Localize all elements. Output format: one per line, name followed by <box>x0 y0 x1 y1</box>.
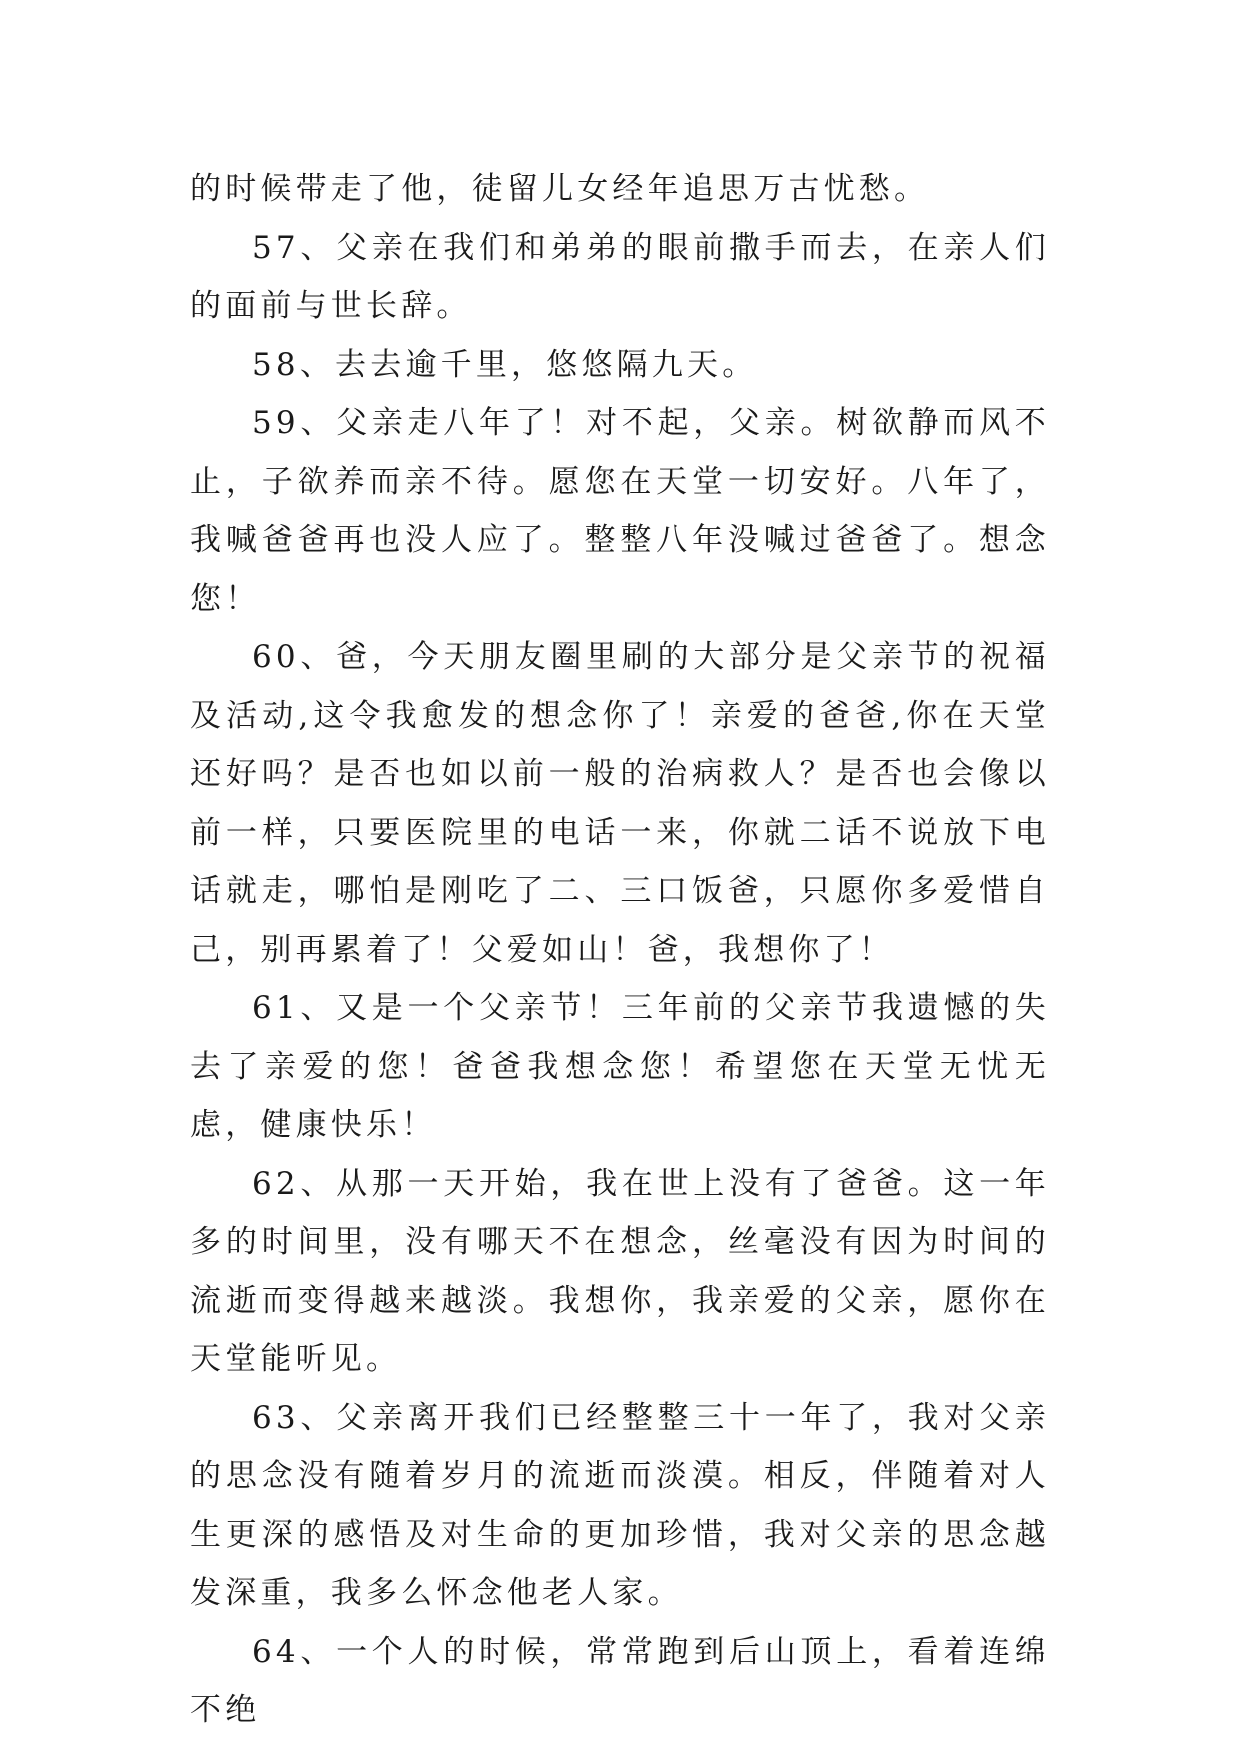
paragraph-61: 61、又是一个父亲节！三年前的父亲节我遗憾的失去了亲爱的您！爸爸我想念您！希望您在天堂无忧无虑，健康快乐！ <box>190 990 1050 1143</box>
paragraph-64: 64、一个人的时候，常常跑到后山顶上，看着连绵不绝 <box>190 1633 1050 1728</box>
paragraph-59: 59、父亲走八年了！对不起，父亲。树欲静而风不止，子欲养而亲不待。愿您在天堂一切安好。八年了，我喊爸爸再也没人应了。整整八年没喊过爸爸了。想念您！ <box>190 405 1050 617</box>
document-page <box>190 160 1050 1740</box>
paragraph-62: 62、从那一天开始，我在世上没有了爸爸。这一年多的时间里，没有哪天不在想念，丝毫没有因为时间的流逝而变得越来越淡。我想你，我亲爱的父亲，愿你在天堂能听见。 <box>190 1165 1050 1377</box>
paragraph-57: 57、父亲在我们和弟弟的眼前撒手而去，在亲人们的面前与世长辞。 <box>190 229 1050 324</box>
paragraph-58: 58、去去逾千里，悠悠隔九天。 <box>252 346 758 383</box>
paragraph-63: 63、父亲离开我们已经整整三十一年了，我对父亲的思念没有随着岁月的流逝而淡漠。相反，伴随着对人生更深的感悟及对生命的更加珍惜，我对父亲的思念越发深重，我多么怀念他老人家。 <box>190 1399 1050 1611</box>
paragraph-continuation: 的时候带走了他，徒留儿女经年追思万古忧愁。 <box>190 171 930 207</box>
paragraph-60: 60、爸，今天朋友圈里刷的大部分是父亲节的祝福及活动,这令我愈发的想念你了！亲爱的爸爸,你在天堂还好吗？是否也如以前一般的治病救人？是否也会像以前一样，只要医院里的电话一来，你就二话不说放下电话就走，哪怕是刚吃了二、三口饭爸，只愿你多爱惜自己，别再累着了！父爱如山！爸，我想你了！ <box>190 639 1050 968</box>
